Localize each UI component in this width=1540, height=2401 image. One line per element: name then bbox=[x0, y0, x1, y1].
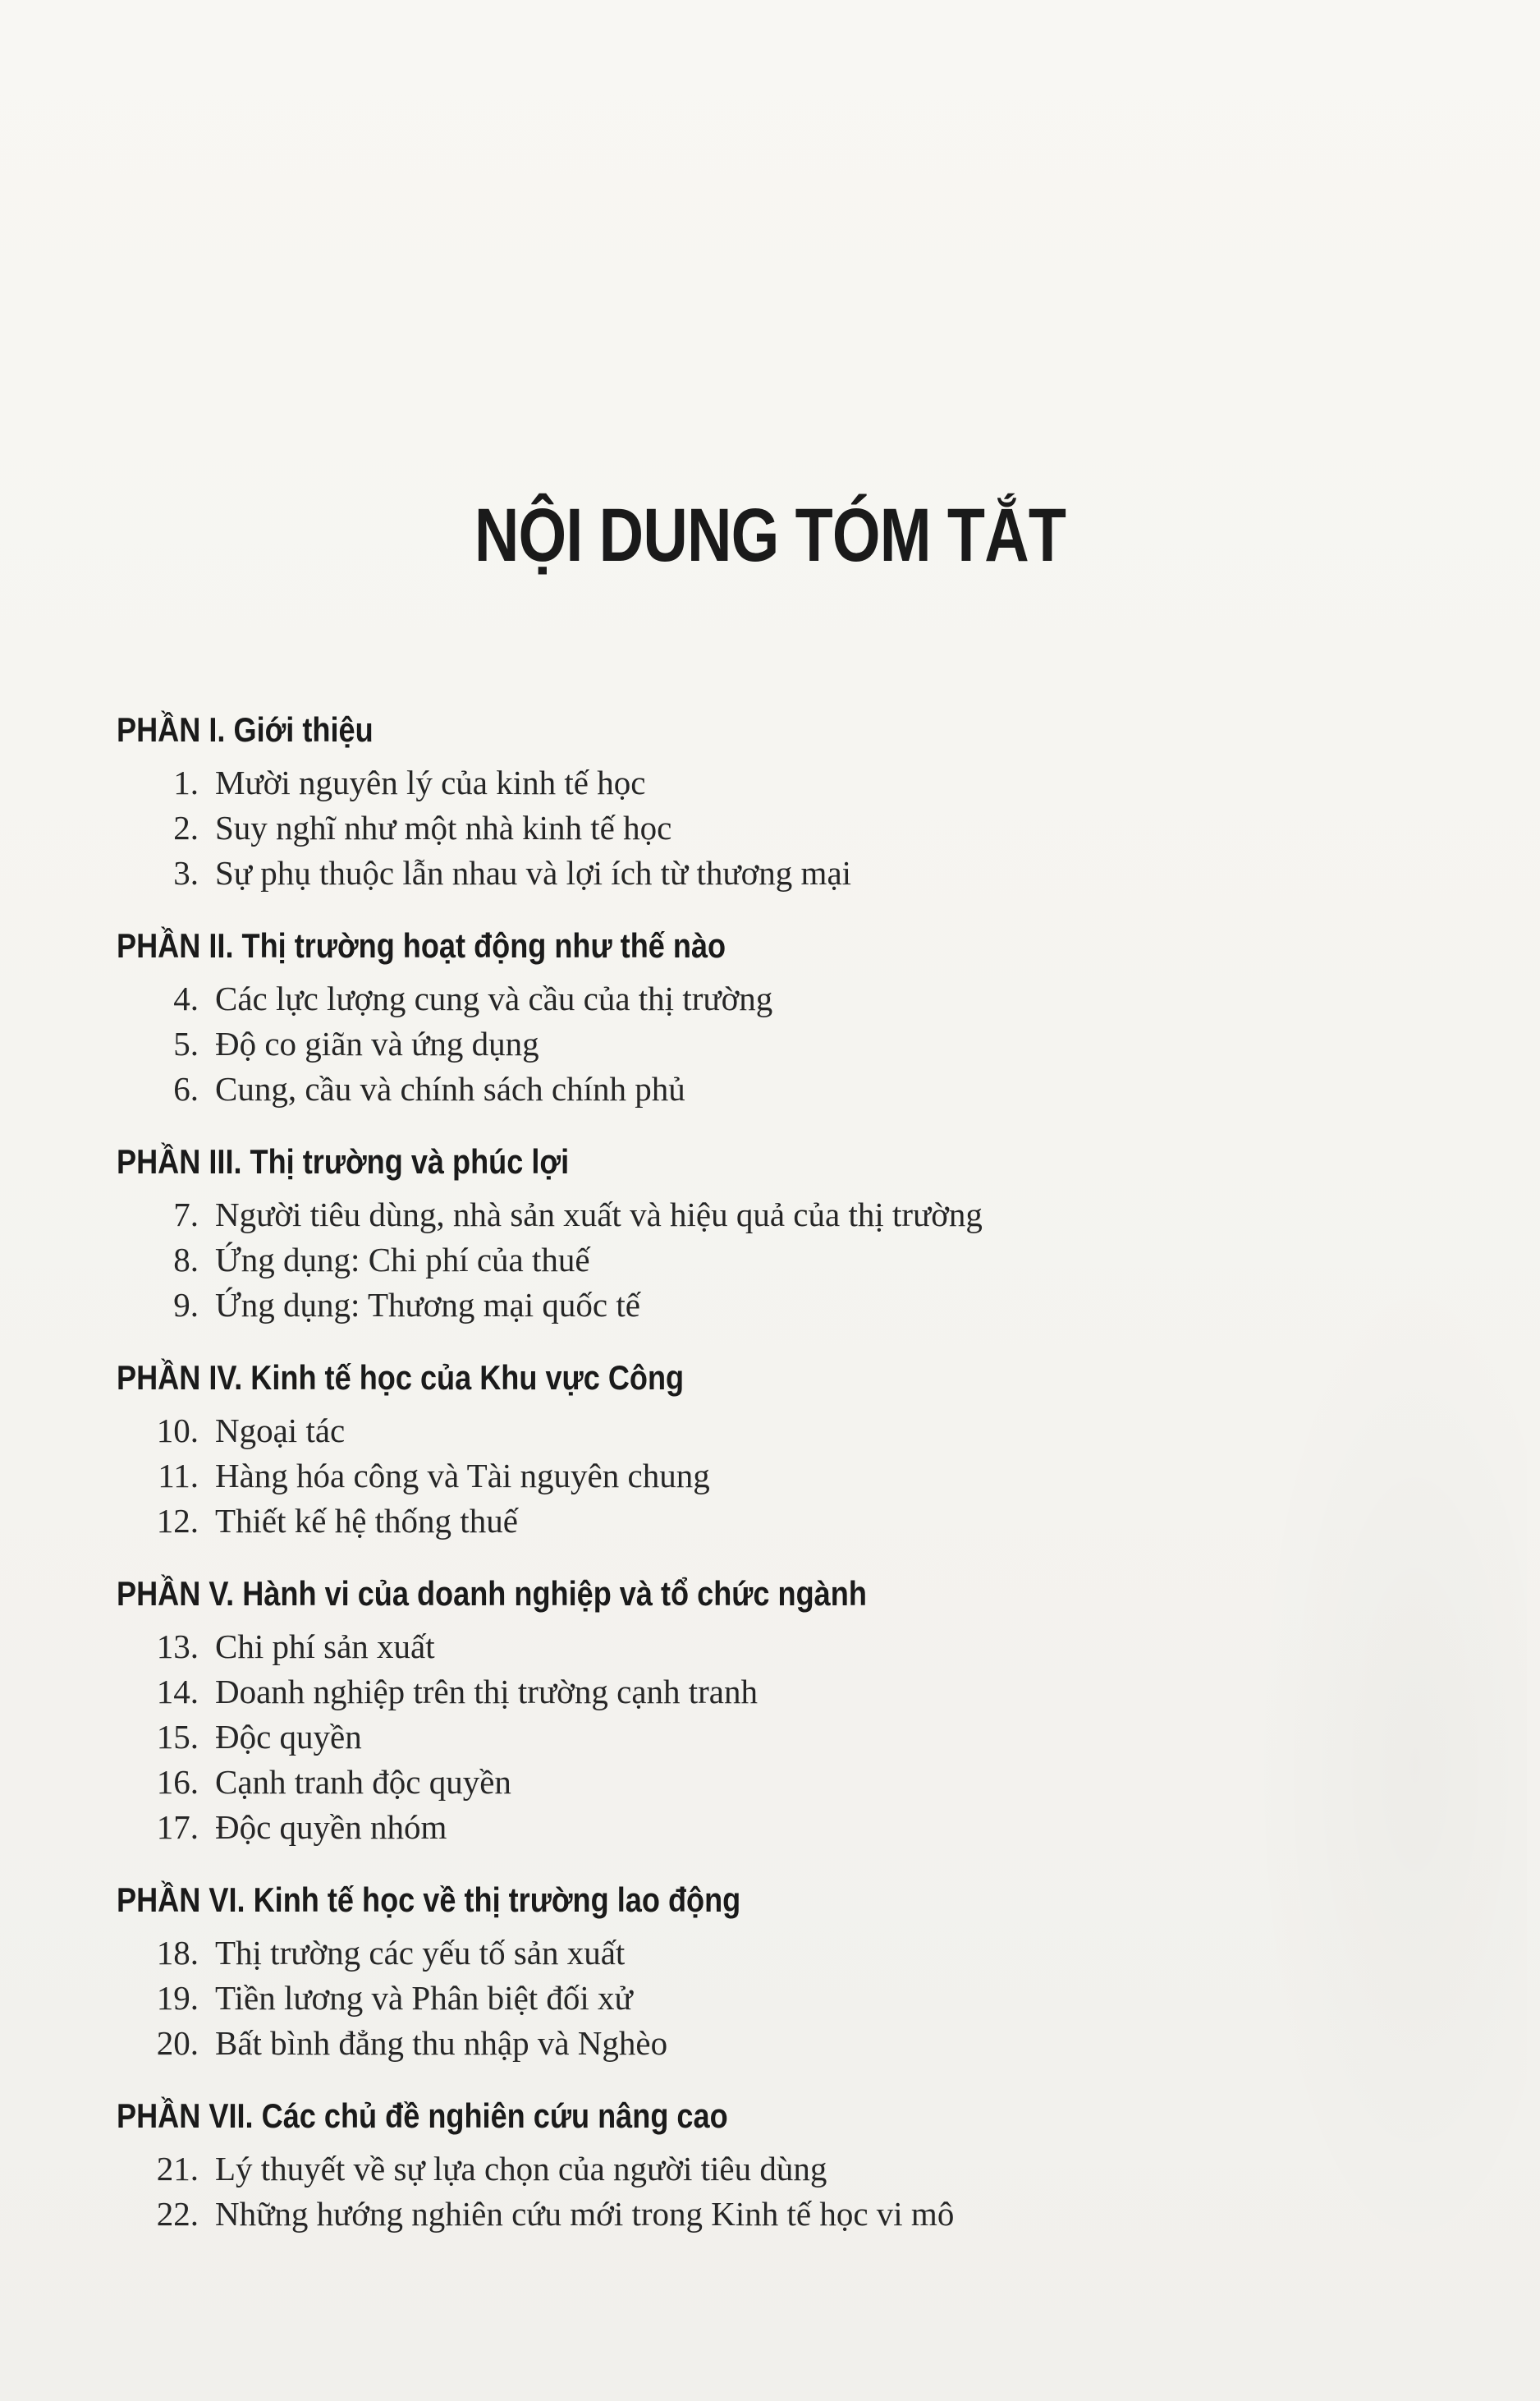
chapter-item bbox=[117, 1283, 1430, 1328]
chapter-number: 2. bbox=[173, 809, 199, 847]
chapter-item bbox=[117, 2146, 1430, 2192]
part-7 bbox=[117, 2086, 1430, 2237]
chapter-item bbox=[117, 1453, 1430, 1499]
chapter-title: Ngoại tác bbox=[215, 1412, 346, 1449]
chapter-title: Độ co giãn và ứng dụng bbox=[215, 1025, 539, 1063]
chapter-title: Người tiêu dùng, nhà sản xuất và hiệu quả của thị trường bbox=[215, 1196, 983, 1233]
chapter-item bbox=[117, 976, 1430, 1021]
table-of-contents bbox=[117, 700, 1430, 2237]
chapter-title: Sự phụ thuộc lẫn nhau và lợi ích từ thương mại bbox=[215, 854, 852, 892]
chapter-number: 4. bbox=[173, 980, 199, 1017]
chapter-number: 6. bbox=[173, 1070, 199, 1108]
chapter-title: Cạnh tranh độc quyền bbox=[215, 1763, 511, 1801]
part-3 bbox=[117, 1132, 1430, 1328]
chapter-item bbox=[117, 1669, 1430, 1715]
chapter-number: 10. bbox=[156, 1412, 199, 1449]
chapter-number: 5. bbox=[173, 1025, 199, 1063]
chapter-item bbox=[117, 1976, 1430, 2021]
part-5 bbox=[117, 1563, 1430, 1850]
chapter-title: Độc quyền bbox=[215, 1718, 362, 1756]
chapter-number: 16. bbox=[156, 1763, 199, 1801]
chapter-title: Độc quyền nhóm bbox=[215, 1808, 447, 1846]
chapter-number: 11. bbox=[158, 1457, 199, 1494]
chapter-title: Bất bình đẳng thu nhập và Nghèo bbox=[215, 2024, 668, 2062]
part-4 bbox=[117, 1347, 1430, 1544]
chapter-title: Các lực lượng cung và cầu của thị trường bbox=[215, 980, 773, 1017]
chapter-item bbox=[117, 1805, 1430, 1850]
chapter-item bbox=[117, 2021, 1430, 2066]
chapter-item bbox=[117, 806, 1430, 851]
chapter-number: 22. bbox=[156, 2195, 199, 2233]
chapter-number: 17. bbox=[156, 1808, 199, 1846]
part-title: PHẦN VII. Các chủ đề nghiên cứu nâng cao bbox=[117, 2096, 728, 2135]
chapter-item bbox=[117, 2192, 1430, 2237]
chapter-number: 9. bbox=[173, 1286, 199, 1324]
chapter-item bbox=[117, 1930, 1430, 1976]
part-title: PHẦN V. Hành vi của doanh nghiệp và tổ chức ngành bbox=[117, 1574, 867, 1613]
chapter-title: Hàng hóa công và Tài nguyên chung bbox=[215, 1457, 710, 1494]
chapter-number: 14. bbox=[156, 1673, 199, 1710]
page-title: NỘI DUNG TÓM TẮT bbox=[474, 494, 1066, 577]
chapter-title: Những hướng nghiên cứu mới trong Kinh tế học vi mô bbox=[215, 2195, 955, 2233]
part-title: PHẦN I. Giới thiệu bbox=[117, 710, 374, 749]
chapter-title: Lý thuyết về sự lựa chọn của người tiêu dùng bbox=[215, 2150, 827, 2188]
chapter-number: 21. bbox=[156, 2150, 199, 2188]
part-2 bbox=[117, 916, 1430, 1112]
chapter-title: Tiền lương và Phân biệt đối xử bbox=[215, 1979, 633, 2017]
part-title: PHẦN III. Thị trường và phúc lợi bbox=[117, 1142, 570, 1181]
part-title: PHẦN IV. Kinh tế học của Khu vực Công bbox=[117, 1358, 685, 1397]
chapter-number: 8. bbox=[173, 1241, 199, 1279]
chapter-title: Doanh nghiệp trên thị trường cạnh tranh bbox=[215, 1673, 759, 1710]
chapter-title: Suy nghĩ như một nhà kinh tế học bbox=[215, 809, 672, 847]
chapter-number: 3. bbox=[173, 854, 199, 892]
chapter-title: Mười nguyên lý của kinh tế học bbox=[215, 764, 646, 801]
chapter-number: 20. bbox=[156, 2024, 199, 2062]
part-title: PHẦN VI. Kinh tế học về thị trường lao động bbox=[117, 1880, 741, 1919]
chapter-title: Cung, cầu và chính sách chính phủ bbox=[215, 1070, 685, 1108]
chapter-item bbox=[117, 1499, 1430, 1544]
part-title: PHẦN II. Thị trường hoạt động như thế nào bbox=[117, 926, 726, 965]
part-6 bbox=[117, 1870, 1430, 2066]
chapter-number: 12. bbox=[156, 1502, 199, 1540]
chapter-title: Thiết kế hệ thống thuế bbox=[215, 1502, 518, 1540]
chapter-number: 18. bbox=[156, 1934, 199, 1972]
chapter-item bbox=[117, 851, 1430, 896]
chapter-title: Ứng dụng: Chi phí của thuế bbox=[215, 1241, 590, 1279]
chapter-item bbox=[117, 1067, 1430, 1112]
part-1 bbox=[117, 700, 1430, 896]
chapter-item bbox=[117, 1021, 1430, 1067]
chapter-number: 13. bbox=[156, 1627, 199, 1665]
chapter-item bbox=[117, 1192, 1430, 1237]
chapter-number: 19. bbox=[156, 1979, 199, 2017]
chapter-number: 1. bbox=[173, 764, 199, 801]
chapter-title: Thị trường các yếu tố sản xuất bbox=[215, 1934, 626, 1972]
chapter-item bbox=[117, 1760, 1430, 1805]
chapter-number: 7. bbox=[173, 1196, 199, 1233]
chapter-title: Ứng dụng: Thương mại quốc tế bbox=[215, 1286, 640, 1324]
chapter-item bbox=[117, 1624, 1430, 1669]
chapter-title: Chi phí sản xuất bbox=[215, 1627, 435, 1665]
chapter-item bbox=[117, 1715, 1430, 1760]
chapter-item bbox=[117, 1237, 1430, 1283]
chapter-item bbox=[117, 760, 1430, 806]
chapter-number: 15. bbox=[156, 1718, 199, 1756]
chapter-item bbox=[117, 1408, 1430, 1453]
